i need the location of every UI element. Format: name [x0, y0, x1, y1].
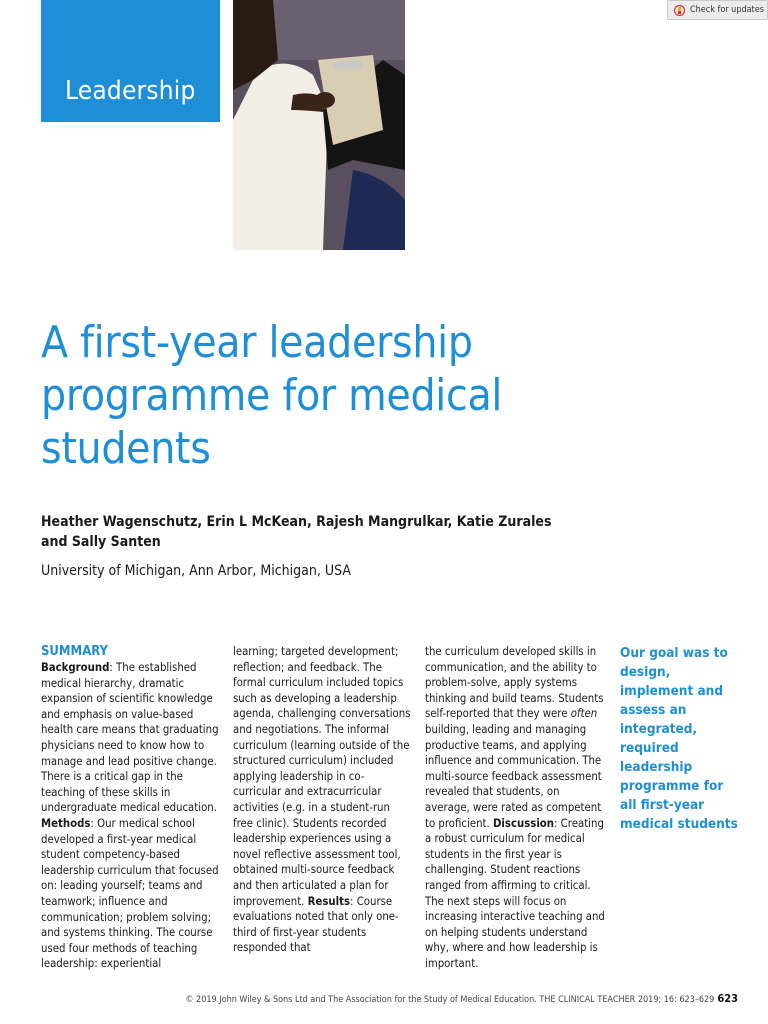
methods-text-start: : Our medical school developed a first-year medical student competency-based leadership curriculum that focused on: leading yourself; teams and teamwork; influence and communication; problem solving; and systems thinking. The course used four methods of teaching leadership: experiential — [41, 816, 219, 971]
background-label: Background — [41, 661, 110, 674]
affiliation: University of Michigan, Ann Arbor, Michigan, USA — [41, 563, 351, 579]
check-for-updates-label: Check for updates — [690, 5, 764, 15]
summary-column-2 — [233, 644, 411, 956]
crossmark-icon — [674, 5, 685, 16]
results-label: Results — [307, 894, 351, 908]
article-photo — [233, 0, 405, 250]
summary-column-1 — [41, 644, 219, 972]
methods-text-continued: learning; targeted development; reflection; and feedback. The formal curriculum included topics such as developing a leadership agenda, challenging conversations and negotiations. The informal curriculum (learning outside of the structured curriculum) included applying leadership in co-curricular and extracurricular activities (e.g. in a student-run free clinic). Students recorded leadership experiences using a novel reflective assessment tool, obtained multi-source feedback and then articulated a plan for improvement. — [233, 645, 411, 908]
article-title: A first-year leadership programme for medical students — [41, 317, 503, 474]
results-text-continued: the curriculum developed skills in communication, and the ability to problem-solve, apply systems thinking and build teams. Students self-reported that they were — [425, 645, 604, 721]
page-footer — [0, 992, 738, 1005]
methods-label: Methods — [41, 816, 91, 830]
summary-heading: SUMMARY — [41, 644, 109, 659]
background-text: : The established medical hierarchy, dramatic expansion of scientific knowledge and emphasis on value-based health care means that graduating physicians need to know how to manage and lead positive change. There is a critical gap in the teaching of these skills in undergraduate medical education. — [41, 661, 219, 815]
page-number: 623 — [717, 992, 738, 1005]
section-label: Leadership — [65, 76, 196, 106]
results-text-start: : Course evaluations noted that only one-third of first-year students responded that — [233, 894, 399, 955]
summary-column-3 — [425, 644, 605, 971]
discussion-text: : Creating a robust curriculum for medical students in the first year is challenging. Student reactions ranged from affirming to critical. The next steps will focus on increasing interactive teaching and on helping students understand why, where and how leadership is important. — [425, 816, 605, 970]
copyright-line: © 2019 John Wiley & Sons Ltd and The Association for the Study of Medical Education. THE CLINICAL TEACHER 2019; 16: 623–629 — [185, 995, 715, 1005]
check-for-updates-button[interactable] — [667, 0, 768, 20]
results-text-end: building, leading and managing productive teams, and applying influence and communication. The multi-source feedback assessment revealed that students, on average, were rated as competent to proficient. — [425, 722, 602, 830]
section-label-box — [41, 0, 220, 122]
discussion-label: Discussion — [492, 816, 555, 830]
pull-quote: Our goal was to design, implement and assess an integrated, required leadership programme for all first-year medical students — [620, 645, 738, 832]
author-list: Heather Wagenschutz, Erin L McKean, Rajesh Mangrulkar, Katie Zurales and Sally Santen — [41, 514, 552, 550]
results-emphasis: often — [570, 707, 598, 721]
